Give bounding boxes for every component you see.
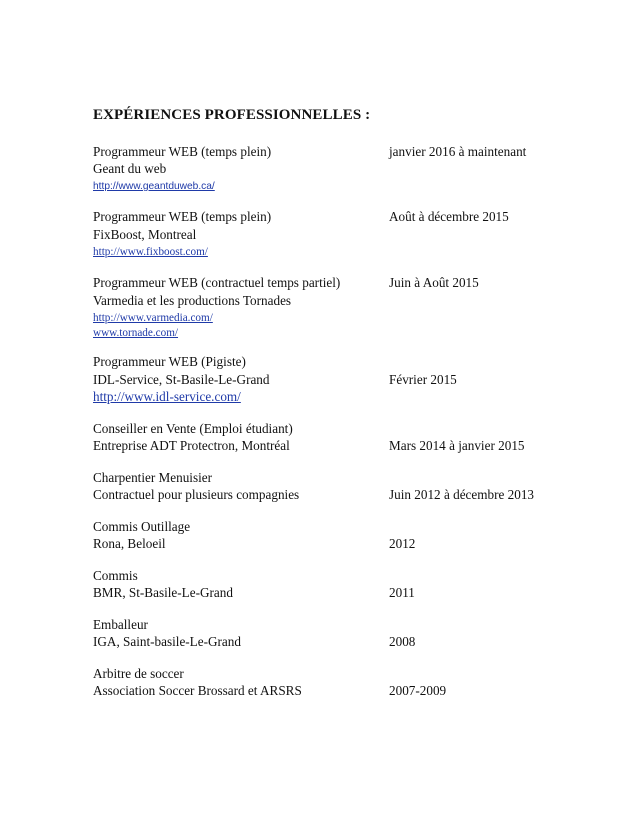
job-company: Varmedia et les productions Tornades (93, 293, 292, 308)
job-website-link[interactable]: http://www.idl-service.com/ (93, 389, 241, 404)
job-company: Contractuel pour plusieurs compagnies (93, 487, 300, 502)
job-title: Programmeur WEB (temps plein) (93, 209, 272, 224)
job-title: Programmeur WEB (temps plein) (93, 144, 272, 159)
job-dates: 2012 (389, 536, 416, 551)
job-website-link[interactable]: http://www.varmedia.com/ (93, 312, 213, 324)
job-title: Charpentier Menuisier (93, 470, 213, 485)
job-company: Geant du web (93, 161, 167, 176)
job-website-link[interactable]: http://www.fixboost.com/ (93, 246, 208, 258)
section-title: EXPÉRIENCES PROFESSIONNELLES : (93, 107, 371, 123)
job-website-link[interactable]: http://www.geantduweb.ca/ (93, 181, 215, 192)
job-company: IGA, Saint-basile-Le-Grand (93, 634, 241, 649)
job-dates: Juin 2012 à décembre 2013 (389, 487, 535, 502)
job-title: Emballeur (93, 617, 148, 632)
job-title: Programmeur WEB (Pigiste) (93, 354, 246, 369)
job-company: Association Soccer Brossard et ARSRS (93, 683, 302, 698)
job-website-link[interactable]: www.tornade.com/ (93, 327, 179, 339)
job-title: Conseiller en Vente (Emploi étudiant) (93, 421, 293, 436)
job-dates: Mars 2014 à janvier 2015 (389, 438, 525, 453)
job-company: IDL-Service, St-Basile-Le-Grand (93, 372, 270, 387)
job-dates: 2007-2009 (389, 683, 447, 698)
job-dates: 2008 (389, 634, 416, 649)
job-company: FixBoost, Montreal (93, 227, 197, 242)
job-title: Programmeur WEB (contractuel temps partiel) (93, 275, 341, 290)
job-dates: Août à décembre 2015 (389, 209, 509, 224)
job-dates: Juin à Août 2015 (389, 275, 479, 290)
job-title: Arbitre de soccer (93, 666, 184, 681)
job-dates: Février 2015 (389, 372, 457, 387)
job-company: Entreprise ADT Protectron, Montréal (93, 438, 290, 453)
job-title: Commis (93, 568, 138, 583)
job-title: Commis Outillage (93, 519, 191, 534)
job-company: Rona, Beloeil (93, 536, 166, 551)
job-dates: janvier 2016 à maintenant (389, 144, 527, 159)
job-company: BMR, St-Basile-Le-Grand (93, 585, 233, 600)
job-dates: 2011 (389, 585, 415, 600)
